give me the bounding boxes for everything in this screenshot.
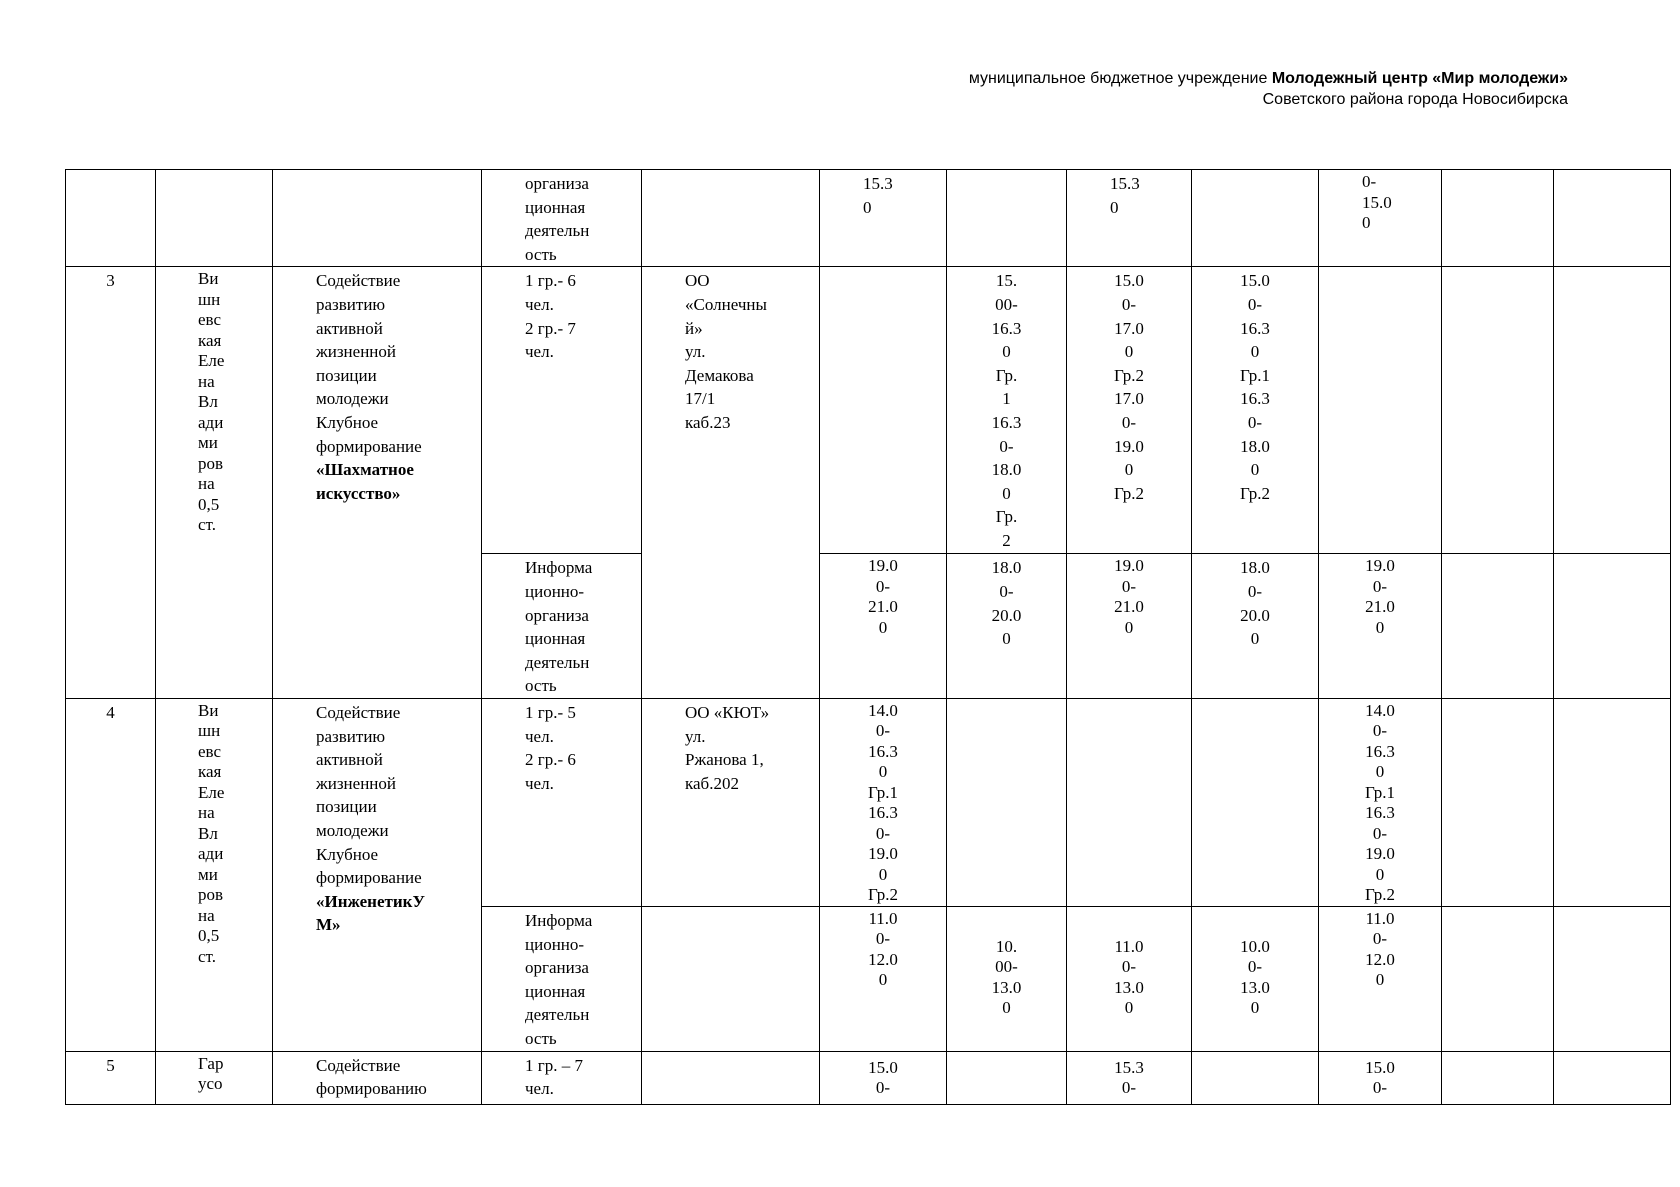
cell-mon: 11.0 0- 12.0 0	[820, 906, 947, 1051]
cell-tue: 10. 00- 13.0 0	[947, 906, 1067, 1051]
cell-tue	[947, 1051, 1067, 1104]
cell-mon: 14.0 0- 16.3 0 Гр.1 16.3 0- 19.0 0 Гр.2	[820, 698, 947, 906]
cell-thu	[1192, 170, 1319, 267]
cell-activity	[273, 170, 482, 267]
cell-mon: 19.0 0- 21.0 0	[820, 554, 947, 699]
cell-type: организа ционная деятельн ость	[482, 170, 642, 267]
cell-type: Информа ционно- организа ционная деятельн ость	[482, 554, 642, 699]
cell-wed	[1067, 698, 1192, 906]
cell-num: 4	[66, 698, 156, 1051]
document-header	[969, 68, 1568, 110]
cell-tue	[947, 170, 1067, 267]
cell-fri: 14.0 0- 16.3 0 Гр.1 16.3 0- 19.0 0 Гр.2	[1319, 698, 1442, 906]
cell-sat	[1442, 1051, 1554, 1104]
cell-sun	[1554, 1051, 1671, 1104]
cell-sun	[1554, 698, 1671, 906]
cell-sat	[1442, 698, 1554, 906]
header-org-type: муниципальное бюджетное учреждение	[968, 70, 1272, 87]
table-row	[66, 1051, 1671, 1104]
cell-activity: Содействие формированию	[273, 1051, 482, 1104]
cell-fri: 15.0 0-	[1319, 1051, 1442, 1104]
table-row	[66, 698, 1671, 906]
cell-tue	[947, 698, 1067, 906]
activity-club-name: «Шахматное искусство»	[316, 460, 414, 503]
cell-num	[66, 170, 156, 267]
cell-place: ОО «КЮТ» ул. Ржанова 1, каб.202	[642, 698, 820, 906]
table-row	[66, 267, 1671, 554]
cell-place: ОО «Солнечны й» ул. Демакова 17/1 каб.23	[642, 267, 820, 699]
cell-sat	[1442, 170, 1554, 267]
cell-wed: 19.0 0- 21.0 0	[1067, 554, 1192, 699]
cell-activity	[273, 698, 482, 1051]
cell-thu	[1192, 1051, 1319, 1104]
cell-sat	[1442, 267, 1554, 554]
activity-text: Содействие развитию активной жизненной позиции молодежи Клубное формирование	[316, 702, 422, 888]
cell-name	[156, 170, 273, 267]
cell-place	[642, 1051, 820, 1104]
cell-wed: 15.3 0	[1067, 170, 1192, 267]
cell-sun	[1554, 267, 1671, 554]
cell-thu: 10.0 0- 13.0 0	[1192, 906, 1319, 1051]
schedule-table	[65, 169, 1671, 1105]
cell-tue: 15. 00- 16.3 0 Гр. 1 16.3 0- 18.0 0 Гр. 2	[947, 267, 1067, 554]
cell-groups: 1 гр.- 6 чел. 2 гр.- 7 чел.	[482, 267, 642, 554]
cell-name: Гар усо	[156, 1051, 273, 1104]
cell-place	[642, 906, 820, 1051]
cell-sun	[1554, 170, 1671, 267]
cell-groups: 1 гр. – 7 чел.	[482, 1051, 642, 1104]
header-line-2: Советского района города Новосибирска	[1262, 91, 1568, 108]
table-row	[66, 170, 1671, 267]
cell-wed: 15.3 0-	[1067, 1051, 1192, 1104]
cell-sat	[1442, 554, 1554, 699]
activity-club-name: «ИнженетикУ М»	[316, 891, 425, 935]
cell-sun	[1554, 554, 1671, 699]
cell-mon: 15.0 0-	[820, 1051, 947, 1104]
cell-thu	[1192, 698, 1319, 906]
cell-sun	[1554, 906, 1671, 1051]
cell-place	[642, 170, 820, 267]
header-line-1	[969, 68, 1568, 89]
cell-thu: 18.0 0- 20.0 0	[1192, 554, 1319, 699]
cell-type: Информа ционно- организа ционная деятельн ость	[482, 906, 642, 1051]
cell-thu: 15.0 0- 16.3 0 Гр.1 16.3 0- 18.0 0 Гр.2	[1192, 267, 1319, 554]
cell-name: Ви шн евс кая Еле на Вл ади ми ров на 0,5 ст.	[156, 267, 273, 699]
cell-wed: 15.0 0- 17.0 0 Гр.2 17.0 0- 19.0 0 Гр.2	[1067, 267, 1192, 554]
cell-mon	[820, 267, 947, 554]
cell-fri	[1319, 267, 1442, 554]
header-org-name: Молодежный центр «Мир молодежи»	[1271, 70, 1568, 87]
cell-tue: 18.0 0- 20.0 0	[947, 554, 1067, 699]
cell-fri: 11.0 0- 12.0 0	[1319, 906, 1442, 1051]
cell-groups: 1 гр.- 5 чел. 2 гр.- 6 чел.	[482, 698, 642, 906]
cell-mon: 15.3 0	[820, 170, 947, 267]
cell-activity	[273, 267, 482, 699]
cell-num: 5	[66, 1051, 156, 1104]
activity-text: Содействие развитию активной жизненной позиции молодежи Клубное формирование	[316, 271, 422, 456]
cell-fri: 0- 15.0 0	[1319, 170, 1442, 267]
cell-num: 3	[66, 267, 156, 699]
cell-name: Ви шн евс кая Еле на Вл ади ми ров на 0,5 ст.	[156, 698, 273, 1051]
cell-wed: 11.0 0- 13.0 0	[1067, 906, 1192, 1051]
cell-sat	[1442, 906, 1554, 1051]
cell-fri: 19.0 0- 21.0 0	[1319, 554, 1442, 699]
